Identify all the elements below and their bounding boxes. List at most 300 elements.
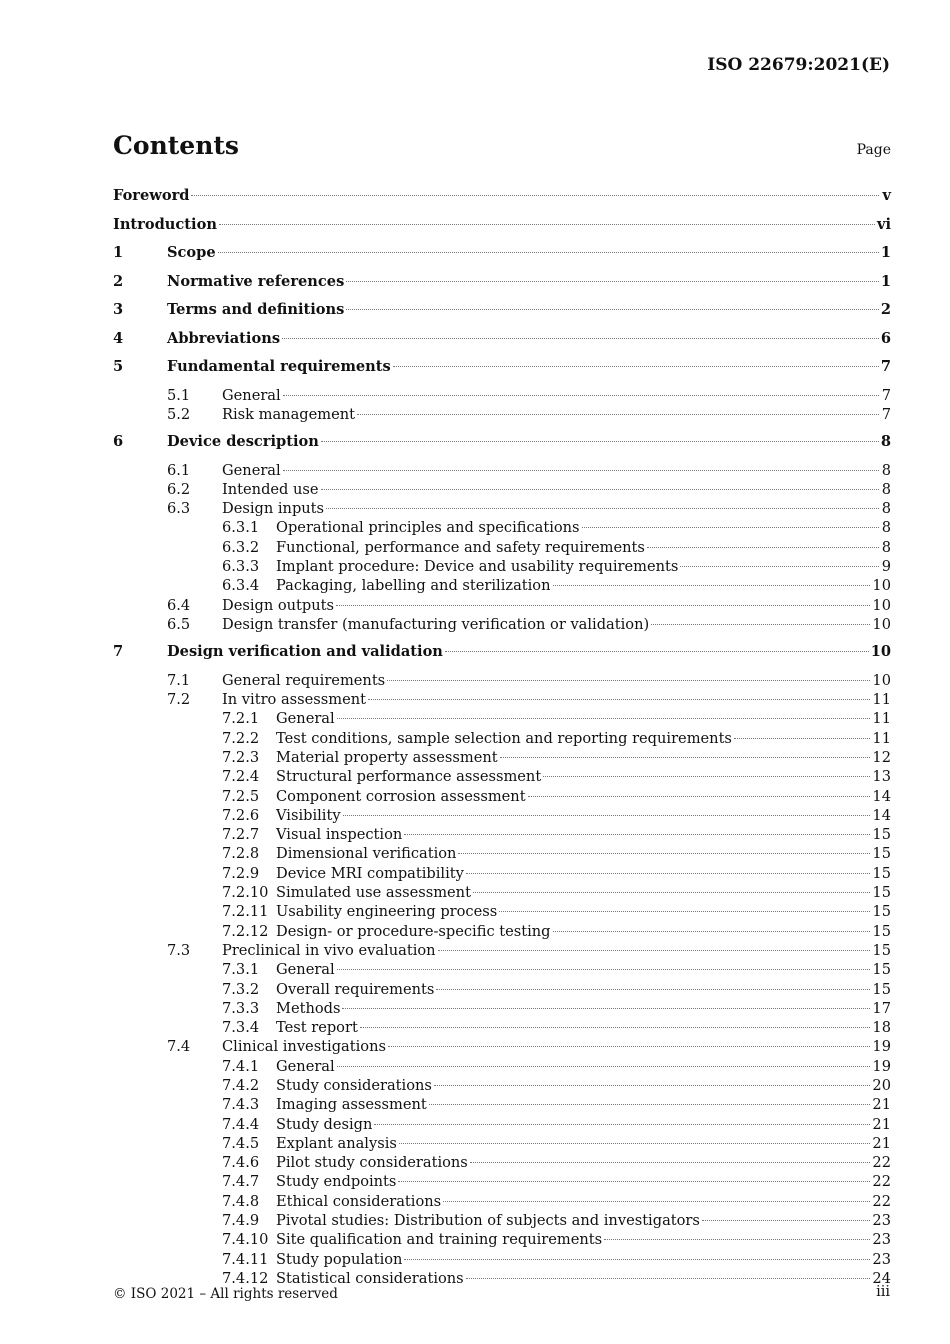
toc-entry-page: 10 xyxy=(872,671,891,689)
toc-entry-line xyxy=(276,1153,891,1172)
dot-leader xyxy=(219,224,875,225)
toc-entry-page: 8 xyxy=(881,480,891,498)
dot-leader xyxy=(368,699,870,700)
toc-entry-number: 7.4.7 xyxy=(222,1173,260,1191)
toc-entry-title: Fundamental requirements xyxy=(167,358,391,375)
toc-entry-title: Pilot study considerations xyxy=(276,1154,468,1172)
toc-entry-page: 21 xyxy=(872,1134,891,1152)
toc-entry[interactable] xyxy=(113,902,891,921)
toc-entry-number: 6.2 xyxy=(167,480,191,498)
toc-entry-title: Component corrosion assessment xyxy=(276,787,526,805)
toc-entry[interactable] xyxy=(113,748,891,767)
dot-leader xyxy=(404,834,870,835)
toc-entry[interactable] xyxy=(113,864,891,883)
toc-entry[interactable] xyxy=(113,480,891,499)
toc-entry[interactable] xyxy=(113,1172,891,1191)
toc-entry-number: 1 xyxy=(113,244,124,261)
toc-entry-line xyxy=(276,1192,891,1211)
toc-entry-number: 5.1 xyxy=(167,386,191,404)
toc-entry-page: 22 xyxy=(872,1154,891,1172)
toc-entry-number: 7.2.10 xyxy=(222,884,269,902)
toc-entry-line xyxy=(276,844,891,863)
toc-entry-title: General requirements xyxy=(222,671,386,689)
dot-leader xyxy=(647,547,879,548)
toc-entry-number: 7.2.3 xyxy=(222,748,260,766)
dot-leader xyxy=(360,1027,871,1028)
toc-entry-line xyxy=(276,806,891,825)
toc-entry-line xyxy=(276,1269,891,1288)
toc-entry-line xyxy=(222,941,891,960)
toc-entry-title: General xyxy=(222,461,281,479)
toc-entry-line xyxy=(222,1037,891,1056)
toc-entry-page: 15 xyxy=(872,941,891,959)
dot-leader xyxy=(500,757,871,758)
dot-leader xyxy=(543,776,870,777)
toc-entry[interactable] xyxy=(113,215,891,244)
toc-entry-line xyxy=(276,1076,891,1095)
toc-entry-line xyxy=(113,186,891,206)
toc-entry-page: 14 xyxy=(872,806,891,824)
toc-entry-page: 13 xyxy=(872,768,891,786)
page-number: iii xyxy=(876,1284,890,1300)
toc-entry-line xyxy=(276,1211,891,1230)
toc-entry-page: 23 xyxy=(872,1212,891,1230)
toc-entry-title: Material property assessment xyxy=(276,748,498,766)
dot-leader xyxy=(466,1278,871,1279)
toc-entry-title: Clinical investigations xyxy=(222,1038,386,1056)
toc-entry-number: 6 xyxy=(113,433,124,451)
toc-entry-number: 7.2.2 xyxy=(222,729,260,747)
toc-entry-title: Intended use xyxy=(222,480,319,498)
toc-entry-line xyxy=(222,671,891,690)
toc-gap xyxy=(113,424,891,432)
dot-leader xyxy=(336,605,870,606)
toc-entry-number: 7.2.11 xyxy=(222,903,269,921)
dot-leader xyxy=(342,1008,870,1009)
dot-leader xyxy=(337,718,871,719)
toc-entry-line xyxy=(222,690,891,709)
toc-entry-page: 22 xyxy=(872,1173,891,1191)
toc-entry-page: 8 xyxy=(880,433,891,451)
toc-entry-number: 7.4.2 xyxy=(222,1077,260,1094)
dot-leader xyxy=(321,489,879,490)
toc-entry-line xyxy=(276,787,891,806)
toc-entry-number: 6.5 xyxy=(167,615,191,633)
toc-entry-line xyxy=(222,386,891,405)
toc-entry-title: Structural performance assessment xyxy=(276,768,542,786)
toc-entry[interactable] xyxy=(113,671,891,690)
dot-leader xyxy=(604,1239,870,1240)
toc-entry-line xyxy=(276,576,891,595)
toc-entry-title: In vitro assessment xyxy=(222,691,367,709)
dot-leader xyxy=(326,508,879,509)
toc-entry-page: 8 xyxy=(881,519,891,537)
copyright-notice: © ISO 2021 – All rights reserved xyxy=(113,1286,338,1302)
toc-entry-title: Device description xyxy=(167,433,319,451)
toc-entry-page: 10 xyxy=(872,596,891,614)
toc-entry-title: Test conditions, sample selection and reporting requirements xyxy=(276,729,732,747)
toc-entry-page: 11 xyxy=(872,729,891,747)
dot-leader xyxy=(434,1085,871,1086)
toc-entry-number: 7.3.3 xyxy=(222,999,260,1017)
toc-entry-title: Scope xyxy=(167,244,216,261)
toc-entry-number: 2 xyxy=(113,272,124,290)
toc-entry-line xyxy=(167,272,891,292)
dot-leader xyxy=(436,989,870,990)
toc-entry[interactable] xyxy=(113,300,891,329)
toc-entry-line xyxy=(276,1115,891,1134)
toc-entry-title: Terms and definitions xyxy=(167,301,345,318)
toc-entry-title: Pivotal studies: Distribution of subjects and investigators xyxy=(276,1212,700,1230)
dot-leader xyxy=(357,414,879,415)
toc-entry[interactable] xyxy=(113,432,891,461)
toc-entry[interactable] xyxy=(113,1211,891,1230)
toc-entry-title: Design inputs xyxy=(222,500,325,518)
toc-entry-line xyxy=(276,980,891,999)
toc-entry-title: Methods xyxy=(276,999,341,1017)
toc-entry-number: 6.3.1 xyxy=(222,519,260,537)
toc-entry-line xyxy=(276,518,891,537)
toc-entry[interactable] xyxy=(113,1018,891,1037)
toc-entry-page: 9 xyxy=(881,558,891,576)
toc-entry-number: 7.1 xyxy=(167,671,191,689)
toc-entry-page: 7 xyxy=(881,405,891,423)
dot-leader xyxy=(218,252,879,253)
toc-entry-number: 7.3.2 xyxy=(222,980,260,998)
toc-entry-title: Foreword xyxy=(113,187,190,204)
toc-entry-line xyxy=(113,215,891,235)
dot-leader xyxy=(438,950,871,951)
toc-entry-title: Ethical considerations xyxy=(276,1192,442,1210)
toc-entry-page: 19 xyxy=(872,1038,891,1056)
dot-leader xyxy=(734,738,870,739)
toc-entry[interactable] xyxy=(113,596,891,615)
toc-entry-line xyxy=(276,709,891,728)
toc-entry-title: Device MRI compatibility xyxy=(276,864,464,882)
toc-entry-line xyxy=(276,1250,891,1269)
dot-leader xyxy=(473,892,870,893)
toc-entry-page: 19 xyxy=(872,1057,891,1075)
toc-entry-line xyxy=(276,902,891,921)
toc-entry-number: 6.1 xyxy=(167,461,191,479)
toc-entry-number: 7.2.6 xyxy=(222,806,260,824)
toc-entry-number: 7 xyxy=(113,643,124,661)
toc-entry-title: Implant procedure: Device and usability requirements xyxy=(276,558,679,576)
toc-entry-title: Study design xyxy=(276,1115,373,1133)
page-column-label: Page xyxy=(856,142,891,158)
toc-entry-number: 6.4 xyxy=(167,596,191,614)
dot-leader xyxy=(458,853,870,854)
toc-entry[interactable] xyxy=(113,272,891,301)
toc-gap xyxy=(113,634,891,642)
toc-entry[interactable] xyxy=(113,518,891,537)
toc-entry-line xyxy=(276,729,891,748)
toc-entry-page: 10 xyxy=(870,643,891,661)
toc-entry-number: 7.4.1 xyxy=(222,1057,260,1075)
toc-entry-title: Dimensional verification xyxy=(276,845,457,863)
toc-entry-page: 8 xyxy=(881,500,891,518)
dot-leader xyxy=(443,1201,870,1202)
document-id: ISO 22679:2021(E) xyxy=(707,55,890,75)
toc-entry[interactable] xyxy=(113,1192,891,1211)
dot-leader xyxy=(445,651,869,652)
toc-entry-number: 7.4.3 xyxy=(222,1096,260,1114)
dot-leader xyxy=(346,309,878,310)
toc-entry-number: 7.4.12 xyxy=(222,1269,269,1287)
toc-entry[interactable] xyxy=(113,461,891,480)
toc-entry-line xyxy=(222,596,891,615)
toc-entry-line xyxy=(167,243,891,263)
toc-entry-page: v xyxy=(882,187,891,204)
toc-entry-line xyxy=(222,405,891,424)
toc-entry-number: 7.2.5 xyxy=(222,787,260,805)
toc-entry-page: 11 xyxy=(872,691,891,709)
toc-entry-page: vi xyxy=(876,215,891,233)
dot-leader xyxy=(337,969,871,970)
toc-entry-title: Simulated use assessment xyxy=(276,884,471,902)
toc-entry-line xyxy=(276,825,891,844)
toc-entry[interactable] xyxy=(113,1134,891,1153)
toc-entry-number: 7.2.4 xyxy=(222,768,260,786)
toc-entry-page: 15 xyxy=(872,884,891,902)
toc-entry[interactable] xyxy=(113,844,891,863)
toc-entry-line xyxy=(276,1057,891,1076)
toc-entry[interactable] xyxy=(113,1230,891,1249)
toc-entry-number: 7.4.10 xyxy=(222,1231,269,1249)
toc-entry-line xyxy=(167,432,891,452)
dot-leader xyxy=(582,527,879,528)
toc-entry-title: General xyxy=(276,710,335,728)
contents-heading: Contents xyxy=(113,131,240,160)
toc-entry-line xyxy=(276,864,891,883)
toc-entry-line xyxy=(276,922,891,941)
dot-leader xyxy=(337,1066,871,1067)
toc-entry[interactable] xyxy=(113,186,891,215)
toc-entry-title: General xyxy=(276,1057,335,1075)
toc-entry-page: 8 xyxy=(881,538,891,556)
toc-entry-title: Usability engineering process xyxy=(276,903,498,921)
dot-leader xyxy=(528,796,871,797)
toc-entry-number: 7.4.5 xyxy=(222,1134,260,1152)
toc-entry-line xyxy=(222,615,891,634)
toc-entry-number: 7.2.12 xyxy=(222,922,269,940)
toc-entry-number: 7.2.8 xyxy=(222,845,260,863)
toc-entry-title: Visual inspection xyxy=(276,826,403,844)
toc-entry-page: 24 xyxy=(872,1269,891,1287)
toc-entry-page: 7 xyxy=(881,386,891,404)
toc-entry-number: 7.4.9 xyxy=(222,1212,260,1230)
toc-entry-page: 15 xyxy=(872,961,891,979)
toc-entry[interactable] xyxy=(113,825,891,844)
toc-entry-number: 5 xyxy=(113,358,124,375)
toc-entry[interactable] xyxy=(113,1037,891,1056)
dot-leader xyxy=(191,195,879,196)
dot-leader xyxy=(346,281,879,282)
toc-entry-number: 7.4.4 xyxy=(222,1115,260,1133)
toc-entry-number: 7.4 xyxy=(167,1038,191,1056)
toc-entry-title: Site qualification and training requirements xyxy=(276,1231,603,1249)
toc-entry[interactable] xyxy=(113,999,891,1018)
toc-entry-line xyxy=(276,1172,891,1191)
dot-leader xyxy=(466,873,871,874)
dot-leader xyxy=(374,1124,870,1125)
toc-entry-page: 6 xyxy=(880,329,891,347)
toc-entry-title: Statistical considerations xyxy=(276,1269,464,1287)
toc-entry-line xyxy=(276,557,891,576)
toc-entry-page: 23 xyxy=(872,1231,891,1249)
toc-entry-line xyxy=(222,461,891,480)
toc-entry-number: 7.2 xyxy=(167,691,191,709)
table-of-contents xyxy=(113,186,891,1288)
toc-entry-line xyxy=(276,538,891,557)
toc-entry[interactable] xyxy=(113,357,891,386)
toc-entry-line xyxy=(276,960,891,979)
toc-entry-page: 23 xyxy=(872,1250,891,1268)
dot-leader xyxy=(399,1143,871,1144)
toc-entry[interactable] xyxy=(113,405,891,424)
toc-entry[interactable] xyxy=(113,941,891,960)
toc-entry-line xyxy=(276,1095,891,1114)
toc-entry-page: 20 xyxy=(872,1077,891,1094)
toc-entry[interactable] xyxy=(113,243,891,272)
toc-entry[interactable] xyxy=(113,709,891,728)
toc-entry[interactable] xyxy=(113,883,891,902)
toc-entry-number: 7.3.1 xyxy=(222,961,260,979)
toc-entry-title: Functional, performance and safety requirements xyxy=(276,538,645,556)
toc-entry-title: Abbreviations xyxy=(167,329,281,347)
toc-entry[interactable] xyxy=(113,538,891,557)
toc-entry-page: 10 xyxy=(872,615,891,633)
toc-entry[interactable] xyxy=(113,690,891,709)
toc-entry-title: Study endpoints xyxy=(276,1173,397,1191)
toc-entry[interactable] xyxy=(113,1115,891,1134)
toc-entry-number: 4 xyxy=(113,329,124,347)
toc-entry-title: Test report xyxy=(276,1019,358,1037)
dot-leader xyxy=(470,1162,871,1163)
toc-entry-title: Operational principles and specifications xyxy=(276,519,580,537)
toc-entry-title: Design transfer (manufacturing verification or validation) xyxy=(222,615,650,633)
toc-entry-title: Explant analysis xyxy=(276,1134,397,1152)
toc-entry[interactable] xyxy=(113,960,891,979)
toc-entry-line xyxy=(222,499,891,518)
toc-entry-page: 21 xyxy=(872,1115,891,1133)
toc-entry-number: 6.3.3 xyxy=(222,558,260,576)
toc-entry[interactable] xyxy=(113,329,891,358)
toc-entry-page: 17 xyxy=(872,999,891,1017)
toc-entry[interactable] xyxy=(113,386,891,405)
toc-entry[interactable] xyxy=(113,642,891,671)
toc-entry[interactable] xyxy=(113,980,891,999)
toc-entry-line xyxy=(276,767,891,786)
toc-entry-number: 7.4.11 xyxy=(222,1250,269,1268)
toc-entry-title: Study considerations xyxy=(276,1077,432,1094)
toc-entry-title: General xyxy=(276,961,335,979)
toc-entry-page: 7 xyxy=(880,358,891,375)
toc-entry-line xyxy=(276,748,891,767)
dot-leader xyxy=(398,1181,870,1182)
toc-entry[interactable] xyxy=(113,1057,891,1076)
dot-leader xyxy=(429,1104,871,1105)
toc-entry[interactable] xyxy=(113,1250,891,1269)
toc-entry-page: 18 xyxy=(872,1019,891,1037)
toc-entry-page: 15 xyxy=(872,864,891,882)
toc-entry[interactable] xyxy=(113,806,891,825)
toc-entry-page: 21 xyxy=(872,1096,891,1114)
toc-entry[interactable] xyxy=(113,1095,891,1114)
toc-entry-title: Overall requirements xyxy=(276,980,435,998)
toc-entry-title: Design verification and validation xyxy=(167,643,443,661)
toc-entry-number: 5.2 xyxy=(167,405,191,423)
toc-entry-number: 6.3.2 xyxy=(222,538,260,556)
toc-entry-title: General xyxy=(222,386,281,404)
toc-entry-page: 15 xyxy=(872,845,891,863)
toc-entry-page: 22 xyxy=(872,1192,891,1210)
toc-entry-title: Design outputs xyxy=(222,596,335,614)
toc-entry-number: 7.4.6 xyxy=(222,1154,260,1172)
dot-leader xyxy=(553,931,871,932)
dot-leader xyxy=(283,470,879,471)
dot-leader xyxy=(282,338,879,339)
toc-entry[interactable] xyxy=(113,787,891,806)
toc-entry[interactable] xyxy=(113,729,891,748)
dot-leader xyxy=(387,680,870,681)
toc-entry[interactable] xyxy=(113,767,891,786)
toc-entry-line xyxy=(276,883,891,902)
toc-entry-page: 12 xyxy=(872,748,891,766)
toc-entry-line xyxy=(276,1230,891,1249)
toc-entry-number: 6.3.4 xyxy=(222,577,260,595)
toc-entry-line xyxy=(276,1134,891,1153)
toc-entry-title: Visibility xyxy=(276,806,341,824)
toc-entry-title: Introduction xyxy=(113,215,217,233)
toc-entry[interactable] xyxy=(113,1153,891,1172)
toc-entry-page: 2 xyxy=(880,301,891,318)
toc-entry[interactable] xyxy=(113,576,891,595)
toc-entry[interactable] xyxy=(113,922,891,941)
toc-entry-page: 15 xyxy=(872,980,891,998)
toc-entry-number: 7.2.7 xyxy=(222,826,260,844)
toc-entry-page: 14 xyxy=(872,787,891,805)
toc-entry-title: Normative references xyxy=(167,272,345,290)
toc-entry-page: 15 xyxy=(872,826,891,844)
toc-entry-number: 6.3 xyxy=(167,500,191,518)
toc-entry[interactable] xyxy=(113,615,891,634)
toc-entry[interactable] xyxy=(113,557,891,576)
dot-leader xyxy=(321,441,879,442)
toc-entry-page: 11 xyxy=(872,710,891,728)
toc-entry[interactable] xyxy=(113,499,891,518)
toc-entry-number: 7.4.8 xyxy=(222,1192,260,1210)
toc-entry[interactable] xyxy=(113,1076,891,1095)
toc-entry-title: Design- or procedure-specific testing xyxy=(276,922,551,940)
toc-entry-line xyxy=(167,357,891,377)
toc-entry-title: Study population xyxy=(276,1250,403,1268)
toc-entry-number: 7.3 xyxy=(167,941,191,959)
toc-entry-line xyxy=(276,1018,891,1037)
toc-entry-page: 10 xyxy=(872,577,891,595)
toc-entry-line xyxy=(167,300,891,320)
toc-entry-page: 15 xyxy=(872,903,891,921)
toc-entry-line xyxy=(167,329,891,349)
dot-leader xyxy=(283,395,879,396)
toc-entry-line xyxy=(276,999,891,1018)
toc-entry-line xyxy=(167,642,891,662)
toc-entry-title: Preclinical in vivo evaluation xyxy=(222,941,436,959)
toc-entry-title: Packaging, labelling and sterilization xyxy=(276,577,551,595)
dot-leader xyxy=(651,624,870,625)
toc-entry-title: Imaging assessment xyxy=(276,1096,427,1114)
toc-entry-page: 8 xyxy=(881,461,891,479)
